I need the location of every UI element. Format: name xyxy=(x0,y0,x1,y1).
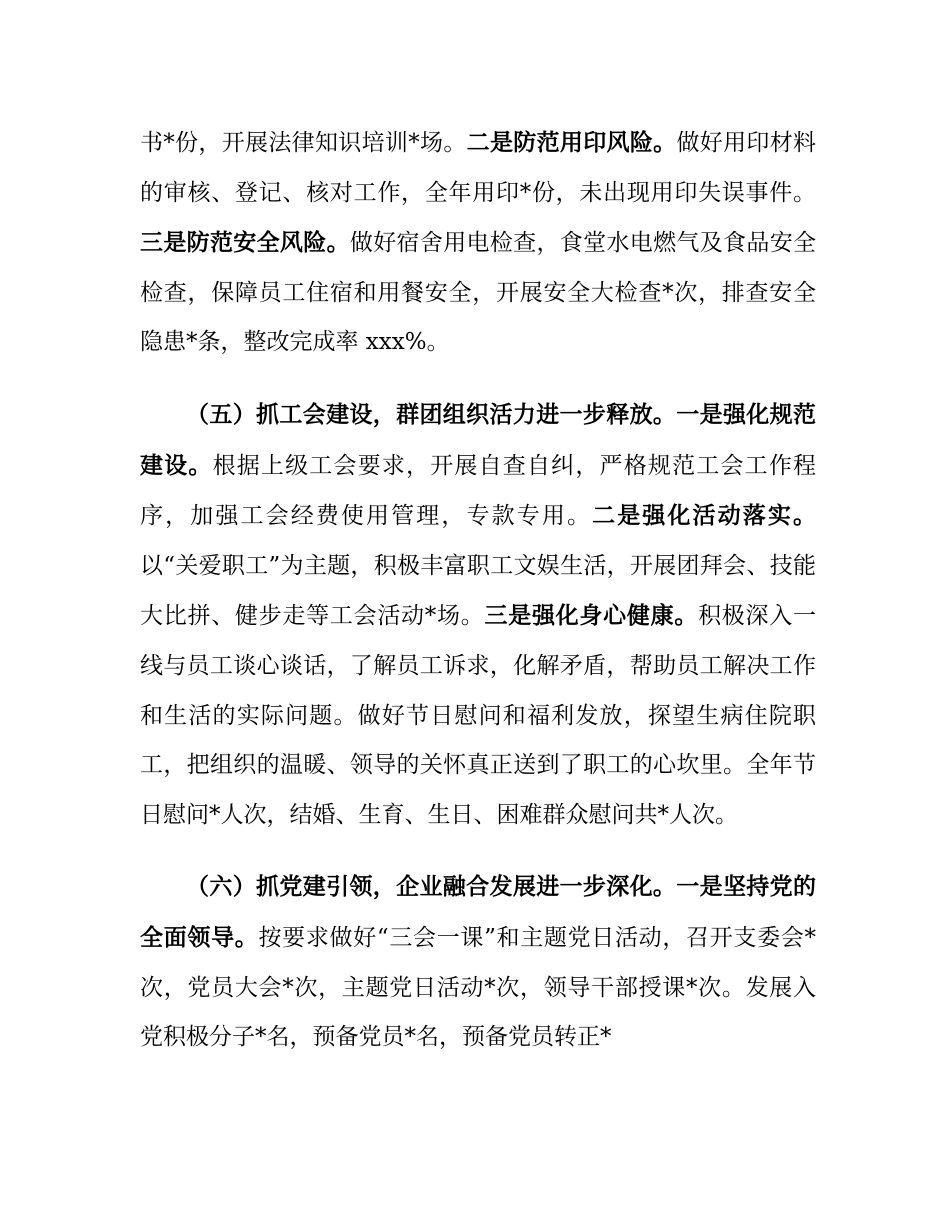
section-heading: （五）抓工会建设，群团组织活力进一步释放。一是强化规范建设。 xyxy=(140,400,816,479)
bold-heading: 三是强化身心健康。 xyxy=(484,602,699,630)
text-run: 以“关爱职工”为主题，积极丰富职工文娱生活，开展团拜会、技能大比拼、健步走等工会活动*场。 xyxy=(140,552,816,630)
text-run: 做好用印材料的审核、登记、核对工作，全年用印*份，未出现用印失误事件。 xyxy=(140,130,817,206)
text-run: 书*份，开展法律知识培训*场。 xyxy=(140,130,467,156)
paragraph-party-building xyxy=(140,862,816,1062)
bold-heading: 二是强化活动落实。 xyxy=(592,502,817,530)
text-run: 根据上级工会要求，开展自查自纠，严格规范工会工作程序，加强工会经费使用管理，专款专用。 xyxy=(140,452,817,530)
text-run: 积极深入一线与员工谈心谈话，了解员工诉求，化解矛盾，帮助员工解决工作和生活的实际问题。做好节日慰问和福利发放，探望生病住院职工，把组织的温暖、领导的关怀真正送到了职工的心坎里。全年节日慰问*人次，结婚、生育、生日、困难群众慰问共*人次。 xyxy=(140,603,817,828)
document-body xyxy=(140,118,816,1063)
paragraph-risk-prevention xyxy=(140,118,816,368)
text-run: 按要求做好“三会一课”和主题党日活动，召开支委会*次，党员大会*次，主题党日活动*次，领导干部授课*次。发展入党积极分子*名，预备党员*名，预备党员转正* xyxy=(140,924,816,1051)
bold-heading: 三是防范安全风险。 xyxy=(140,229,350,257)
bold-heading: 二是防范用印风险。 xyxy=(466,129,677,156)
section-heading: （六）抓党建引领，企业融合发展进一步深化。一是坚持党的全面领导。 xyxy=(140,873,816,951)
paragraph-union-building xyxy=(140,390,816,840)
text-run: 做好宿舍用电检查，食堂水电燃气及食品安全检查，保障员工住宿和用餐安全，开展安全大检查*次，排查安全隐患*条，整改完成率 xxx%。 xyxy=(140,230,817,356)
